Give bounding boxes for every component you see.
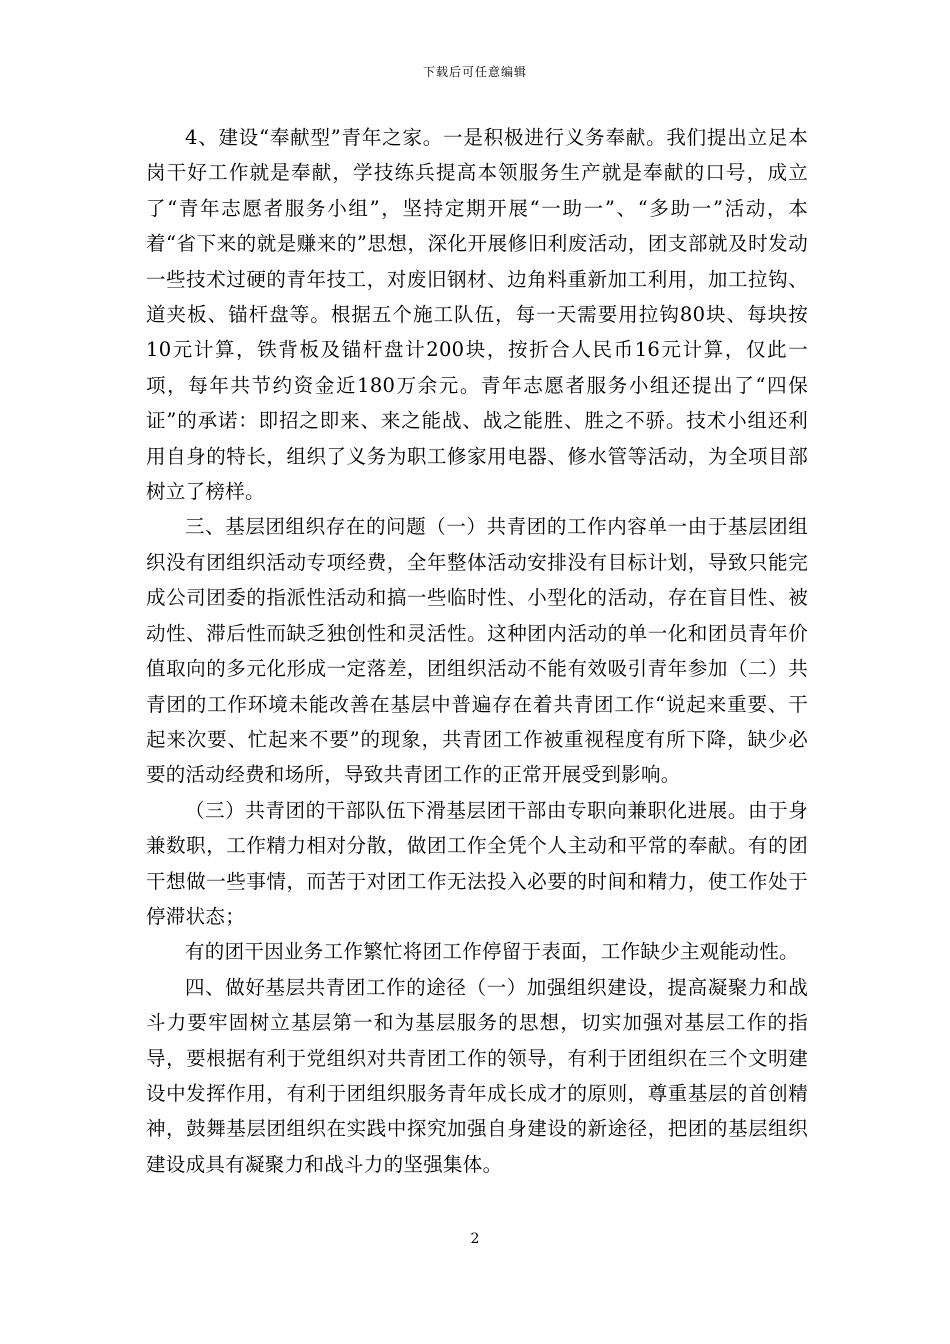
page-number: 2 [470,1231,480,1247]
document-body [146,120,808,1182]
paragraph-cadre-decline: （三）共青团的干部队伍下滑基层团干部由专职向兼职化进展。由于身兼数职，工作精力相对分散，做团工作全凭个人主动和平常的奉献。有的团干想做一些事情，而苦于对团工作无法投入必要的时间和精力，使工作处于停滞状态； [146,798,808,928]
page-header-note: 下载后可任意编辑 [422,65,527,79]
paragraph-approaches: 四、做好基层共青团工作的途径（一）加强组织建设，提高凝聚力和战斗力要牢固树立基层第一和为基层服务的思想，切实加强对基层工作的指导，要根据有利于党组织对共青团工作的领导，有利于团组织在三个文明建设中发挥作用，有利于团组织服务青年成长成才的原则，尊重基层的首创精神，鼓舞基层团组织在实践中探究加强自身建设的新途径，把团的基层组织建设成具有凝聚力和战斗力的坚强集体。 [146,975,808,1176]
paragraph-youth-home: 4、建设“奉献型”青年之家。一是积极进行义务奉献。我们提出立足本岗干好工作就是奉献，学技练兵提高本领服务生产就是奉献的口号，成立了“青年志愿者服务小组”，坚持定期开展“一助一”、“多助一”活动，本着“省下来的就是赚来的”思想，深化开展修旧利废活动，团支部就及时发动一些技术过硬的青年技工，对废旧钢材、边角料重新加工利用，加工拉钩、道夹板、锚杆盘等。根据五个施工队伍，每一天需要用拉钩80块、每块按10元计算，铁背板及锚杆盘计200块，按折合人民币16元计算，仅此一项，每年共节约资金近180万余元。青年志愿者服务小组还提出了“四保证”的承诺：即招之即来、来之能战、战之能胜、胜之不骄。技术小组还利用自身的特长，组织了义务为职工修家用电器、修水管等活动，为全项目部树立了榜样。 [146,126,808,504]
paragraph-cadre-surface: 有的团干因业务工作繁忙将团工作停留于表面，工作缺少主观能动性。 [185,940,799,964]
paragraph-problems: 三、基层团组织存在的问题（一）共青团的工作内容单一由于基层团组织没有团组织活动专项经费，全年整体活动安排没有目标计划，导致只能完成公司团委的指派性活动和搞一些临时性、小型化的活动，存在盲目性、被动性、滞后性而缺乏独创性和灵活性。这种团内活动的单一化和团员青年价值取向的多元化形成一定落差，团组织活动不能有效吸引青年参加（二）共青团的工作环境未能改善在基层中普遍存在着共青团工作“说起来重要、干起来次要、忙起来不要”的现象，共青团工作被重视程度有所下降，缺少必要的活动经费和场所，导致共青团工作的正常开展受到影响。 [146,515,808,787]
